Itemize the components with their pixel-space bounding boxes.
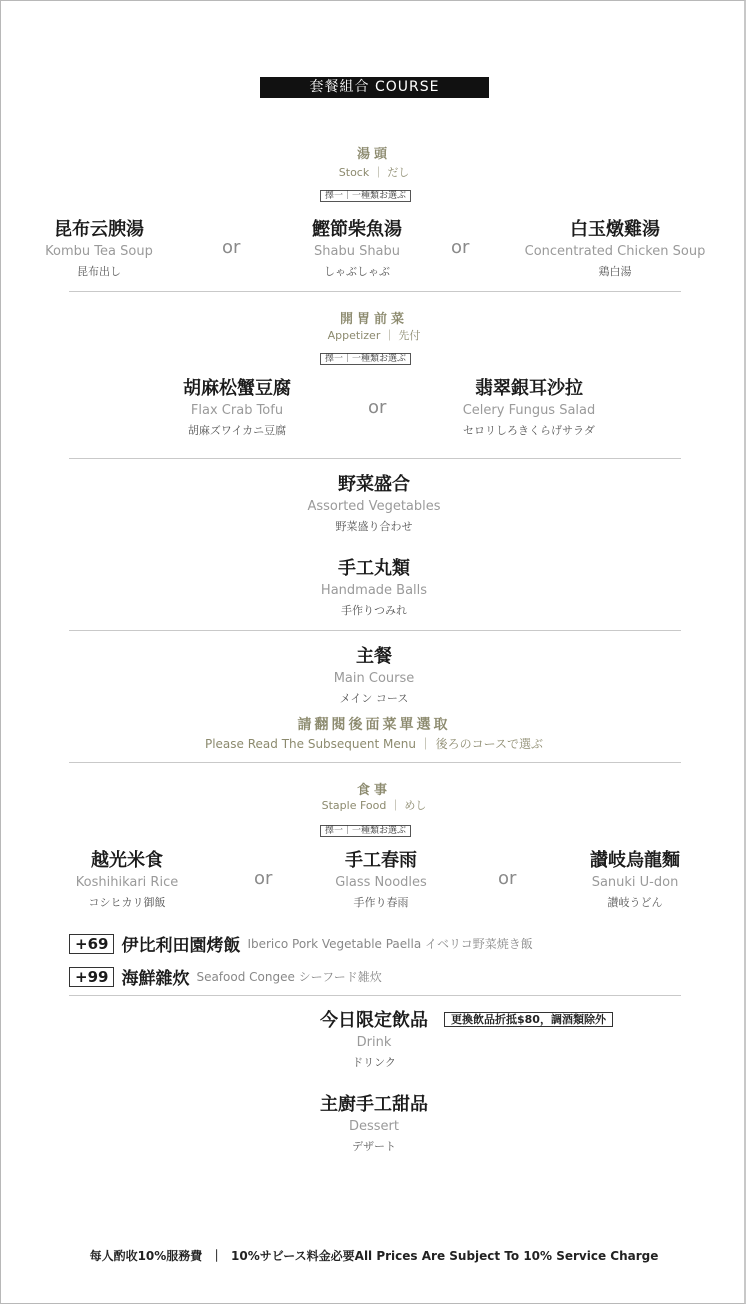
dish-name-en: Shabu Shabu [313,244,401,259]
or-separator: or [368,397,387,418]
stock-heading: 湯頭 [356,147,391,162]
dish-name-en: Dessert [349,1119,399,1134]
staple-item-3 [555,846,715,910]
dessert-item [274,1090,474,1154]
staple-item-2 [301,846,461,910]
service-charge-footer: 每人酌收10%服務費 ｜ 10%サビース料金必要All Prices Are Subject To 10% Service Charge [89,1249,659,1263]
divider [69,458,681,459]
dish-name-zh: 鰹節柴魚湯 [312,219,402,240]
dish-name-jp: メイン コース [339,692,409,705]
dish-name-zh: 手工春雨 [345,850,417,871]
read-menu-zh: 請翻閱後面菜單選取 [297,717,451,733]
or-separator: or [222,237,241,258]
dish-name-jp: ドリンク [352,1056,396,1069]
dish-name-jp: 讃岐うどん [607,896,663,909]
dish-name-jp: コシヒカリ御飯 [88,896,166,909]
or-separator: or [498,868,517,889]
dish-name-en: Celery Fungus Salad [462,403,596,418]
staple-subheading: Staple Food ｜ めし [321,799,427,812]
vegetables-item [274,470,474,534]
dish-name-en: Main Course [333,671,415,686]
dish-name-en: Handmade Balls [320,583,428,598]
dish-name-zh: 翡翠銀耳沙拉 [475,378,583,399]
staple-pick-one: 擇一｜一種類お選ぶ [320,825,411,837]
stock-pick-one: 擇一｜一種類お選ぶ [320,190,411,202]
dish-name-zh: 讃岐烏龍麵 [590,850,680,871]
dish-name-jp: セロリしろきくらげサラダ [463,424,595,437]
dish-name-zh: 主餐 [356,646,392,667]
dish-name-en: Koshihikari Rice [75,875,179,890]
dish-name-jp: 鶏白湯 [598,265,632,278]
read-menu-en: Please Read The Subsequent Menu ｜ 後ろのコースで選ぶ [204,737,544,751]
divider [69,291,681,292]
stock-item-1 [19,215,179,279]
staple-heading: 食事 [356,783,391,798]
dish-name-jp: 昆布出し [77,265,121,278]
divider [69,995,681,996]
stock-item-3 [509,215,721,279]
dish-name-jp: 手作りつみれ [341,604,407,617]
dish-name-zh: 野菜盛合 [338,474,410,495]
dish-name-zh: 手工丸類 [338,558,410,579]
course-title: 套餐組合 COURSE [260,77,489,98]
dish-name-jp: しゃぶしゃぶ [324,265,390,278]
dish-name-en: Glass Noodles [335,875,427,890]
drink-note-badge: 更換飲品折抵$80，調酒類除外 [444,1012,613,1027]
surcharge-badge: +99 [69,967,114,987]
dish-name-en: Concentrated Chicken Soup [524,244,706,259]
dish-name-jp: 野菜盛り合わせ [335,520,413,533]
dish-name-jp: 手作り春雨 [353,896,409,909]
appetizer-heading: 開胃前菜 [339,312,408,327]
dish-name-en: Sanuki U-don [591,875,679,890]
staple-item-1 [47,846,207,910]
dish-name-en: Kombu Tea Soup [45,244,153,259]
dish-name-jp: 胡麻ズワイカニ豆腐 [187,424,287,437]
dish-name-jp: デザート [352,1140,396,1153]
main-course-item [274,642,474,706]
extra-name-en: Seafood Congee シーフード雑炊 [196,970,382,984]
dish-name-zh: 白玉燉雞湯 [570,219,660,240]
extra-name-zh: 海鮮雜炊 [121,969,190,989]
extra-name-en: Iberico Pork Vegetable Paella イベリコ野菜焼き飯 [247,937,533,951]
extra-name-zh: 伊比利田園烤飯 [121,936,241,956]
appetizer-pick-one: 擇一｜一種類お選ぶ [320,353,411,365]
divider [69,630,681,631]
dish-name-zh: 越光米食 [91,850,163,871]
dish-name-zh: 胡麻松蟹豆腐 [183,378,291,399]
surcharge-badge: +69 [69,934,114,954]
dish-name-zh: 昆布云腴湯 [54,219,144,240]
dish-name-en: Drink [356,1035,392,1050]
appetizer-item-2 [444,374,614,438]
or-separator: or [254,868,273,889]
extra-option-congee [69,964,382,989]
dish-name-en: Assorted Vegetables [307,499,441,514]
extra-option-paella [69,931,533,956]
stock-subheading: Stock ｜ だし [338,166,410,179]
or-separator: or [451,237,470,258]
dish-name-zh: 主廚手工甜品 [320,1094,428,1115]
divider [69,762,681,763]
balls-item [274,554,474,618]
stock-item-2 [277,215,437,279]
dish-name-en: Flax Crab Tofu [190,403,284,418]
appetizer-item-1 [157,374,317,438]
appetizer-subheading: Appetizer ｜ 先付 [327,329,421,342]
dish-name-zh: 今日限定飲品 [320,1010,428,1031]
